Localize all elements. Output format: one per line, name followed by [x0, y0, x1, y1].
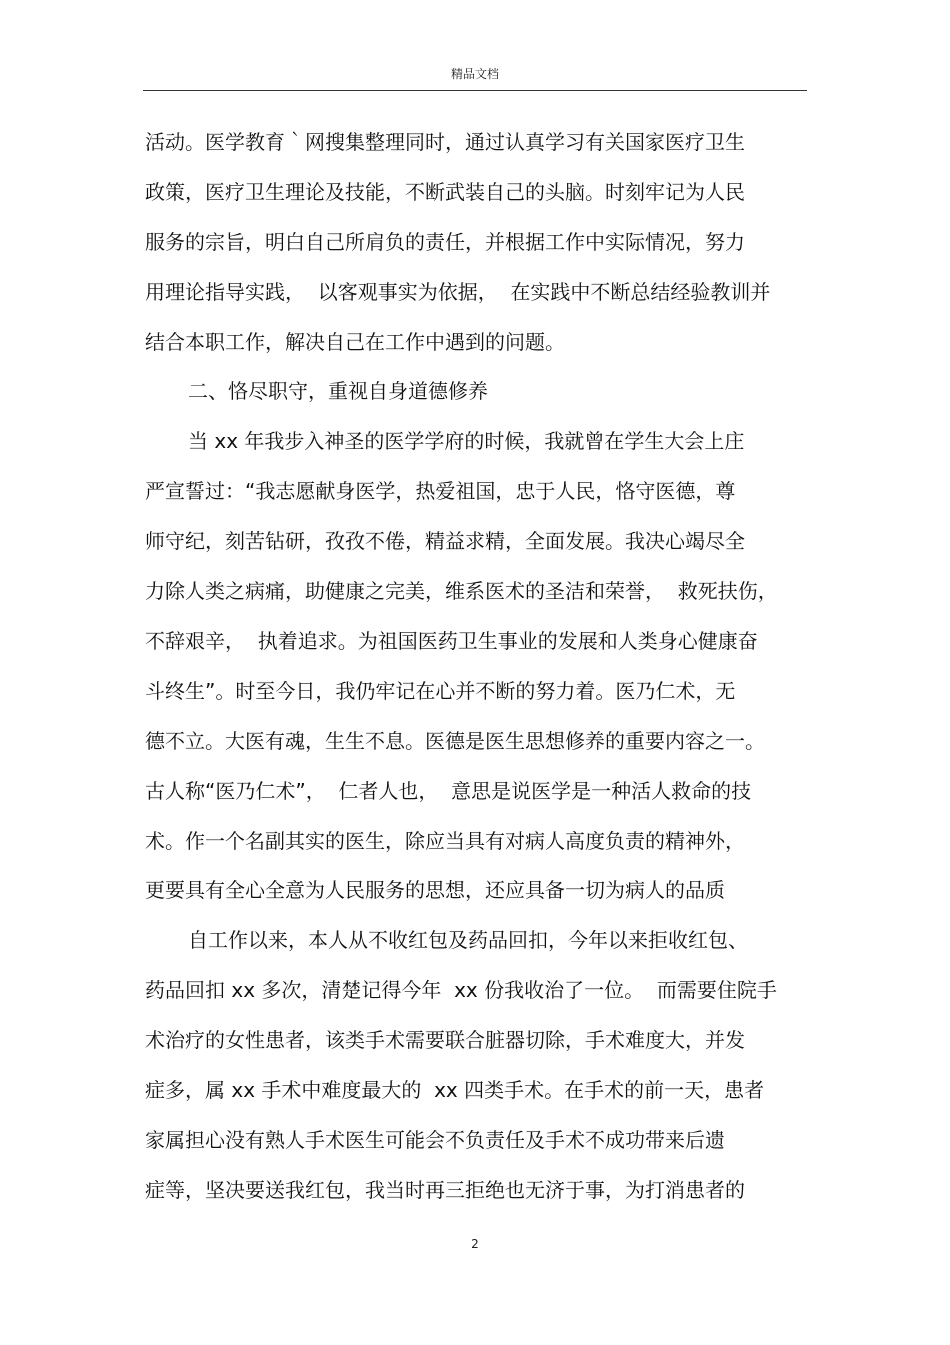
page-header-title: 精品文档 [450, 67, 499, 81]
text-line: 德不立。大医有魂，生生不息。医德是医生思想修养的重要内容之一。 [145, 729, 765, 753]
text-line: 结合本职工作，解决自己在工作中遇到的问题。 [145, 330, 565, 354]
text-line: 用理论指导实践， 以客观事实为依据， 在实践中不断总结经验教训并 [145, 280, 771, 304]
text-line: 师守纪，刻苦钻研，孜孜不倦，精益求精，全面发展。我决心竭尽全 [145, 529, 745, 553]
text-line: 斗终生”。时至今日，我仍牢记在心并不断的努力着。医乃仁术，无 [145, 679, 736, 703]
text-line: 术。作一个名副其实的医生，除应当具有对病人高度负责的精神外， [145, 829, 745, 853]
section-heading: 二、恪尽职守，重视自身道德修养 [188, 379, 488, 403]
text-line: 活动。医学教育｀网搜集整理同时，通过认真学习有关国家医疗卫生 [145, 130, 745, 154]
text-line: 严宣誓过：“我志愿献身医学，热爱祖国，忠于人民，恪守医德，尊 [145, 479, 736, 503]
text-line: 家属担心没有熟人手术医生可能会不负责任及手术不成功带来后遗 [145, 1128, 725, 1152]
text-line: 当 xx 年我步入神圣的医学学府的时候，我就曾在学生大会上庄 [188, 429, 745, 453]
text-line: 古人称“医乃仁术”， 仁者人也， 意思是说医学是一种活人救命的技 [145, 779, 752, 803]
text-line: 力除人类之病痛，助健康之完美，维系医术的圣洁和荣誉， 救死扶伤， [145, 579, 778, 603]
text-line: 更要具有全心全意为人民服务的思想，还应具备一切为病人的品质 [145, 878, 725, 902]
text-line: 服务的宗旨，明白自己所肩负的责任，并根据工作中实际情况，努力 [145, 230, 745, 254]
page-number: 2 [471, 1237, 479, 1251]
text-line: 术治疗的女性患者，该类手术需要联合脏器切除，手术难度大，并发 [145, 1028, 745, 1052]
text-line: 症等，坚决要送我红包，我当时再三拒绝也无济于事，为打消患者的 [145, 1178, 745, 1202]
header-divider [143, 90, 807, 91]
text-line: 不辞艰辛， 执着追求。为祖国医药卫生事业的发展和人类身心健康奋 [145, 629, 758, 653]
text-line: 自工作以来，本人从不收红包及药品回扣，今年以来拒收红包、 [188, 928, 748, 952]
text-line: 政策，医疗卫生理论及技能，不断武装自己的头脑。时刻牢记为人民 [145, 180, 745, 204]
text-line: 症多，属 xx 手术中难度最大的 xx 四类手术。在手术的前一天，患者 [145, 1078, 765, 1102]
text-line: 药品回扣 xx 多次，清楚记得今年 xx 份我收治了一位。 而需要住院手 [145, 978, 777, 1002]
